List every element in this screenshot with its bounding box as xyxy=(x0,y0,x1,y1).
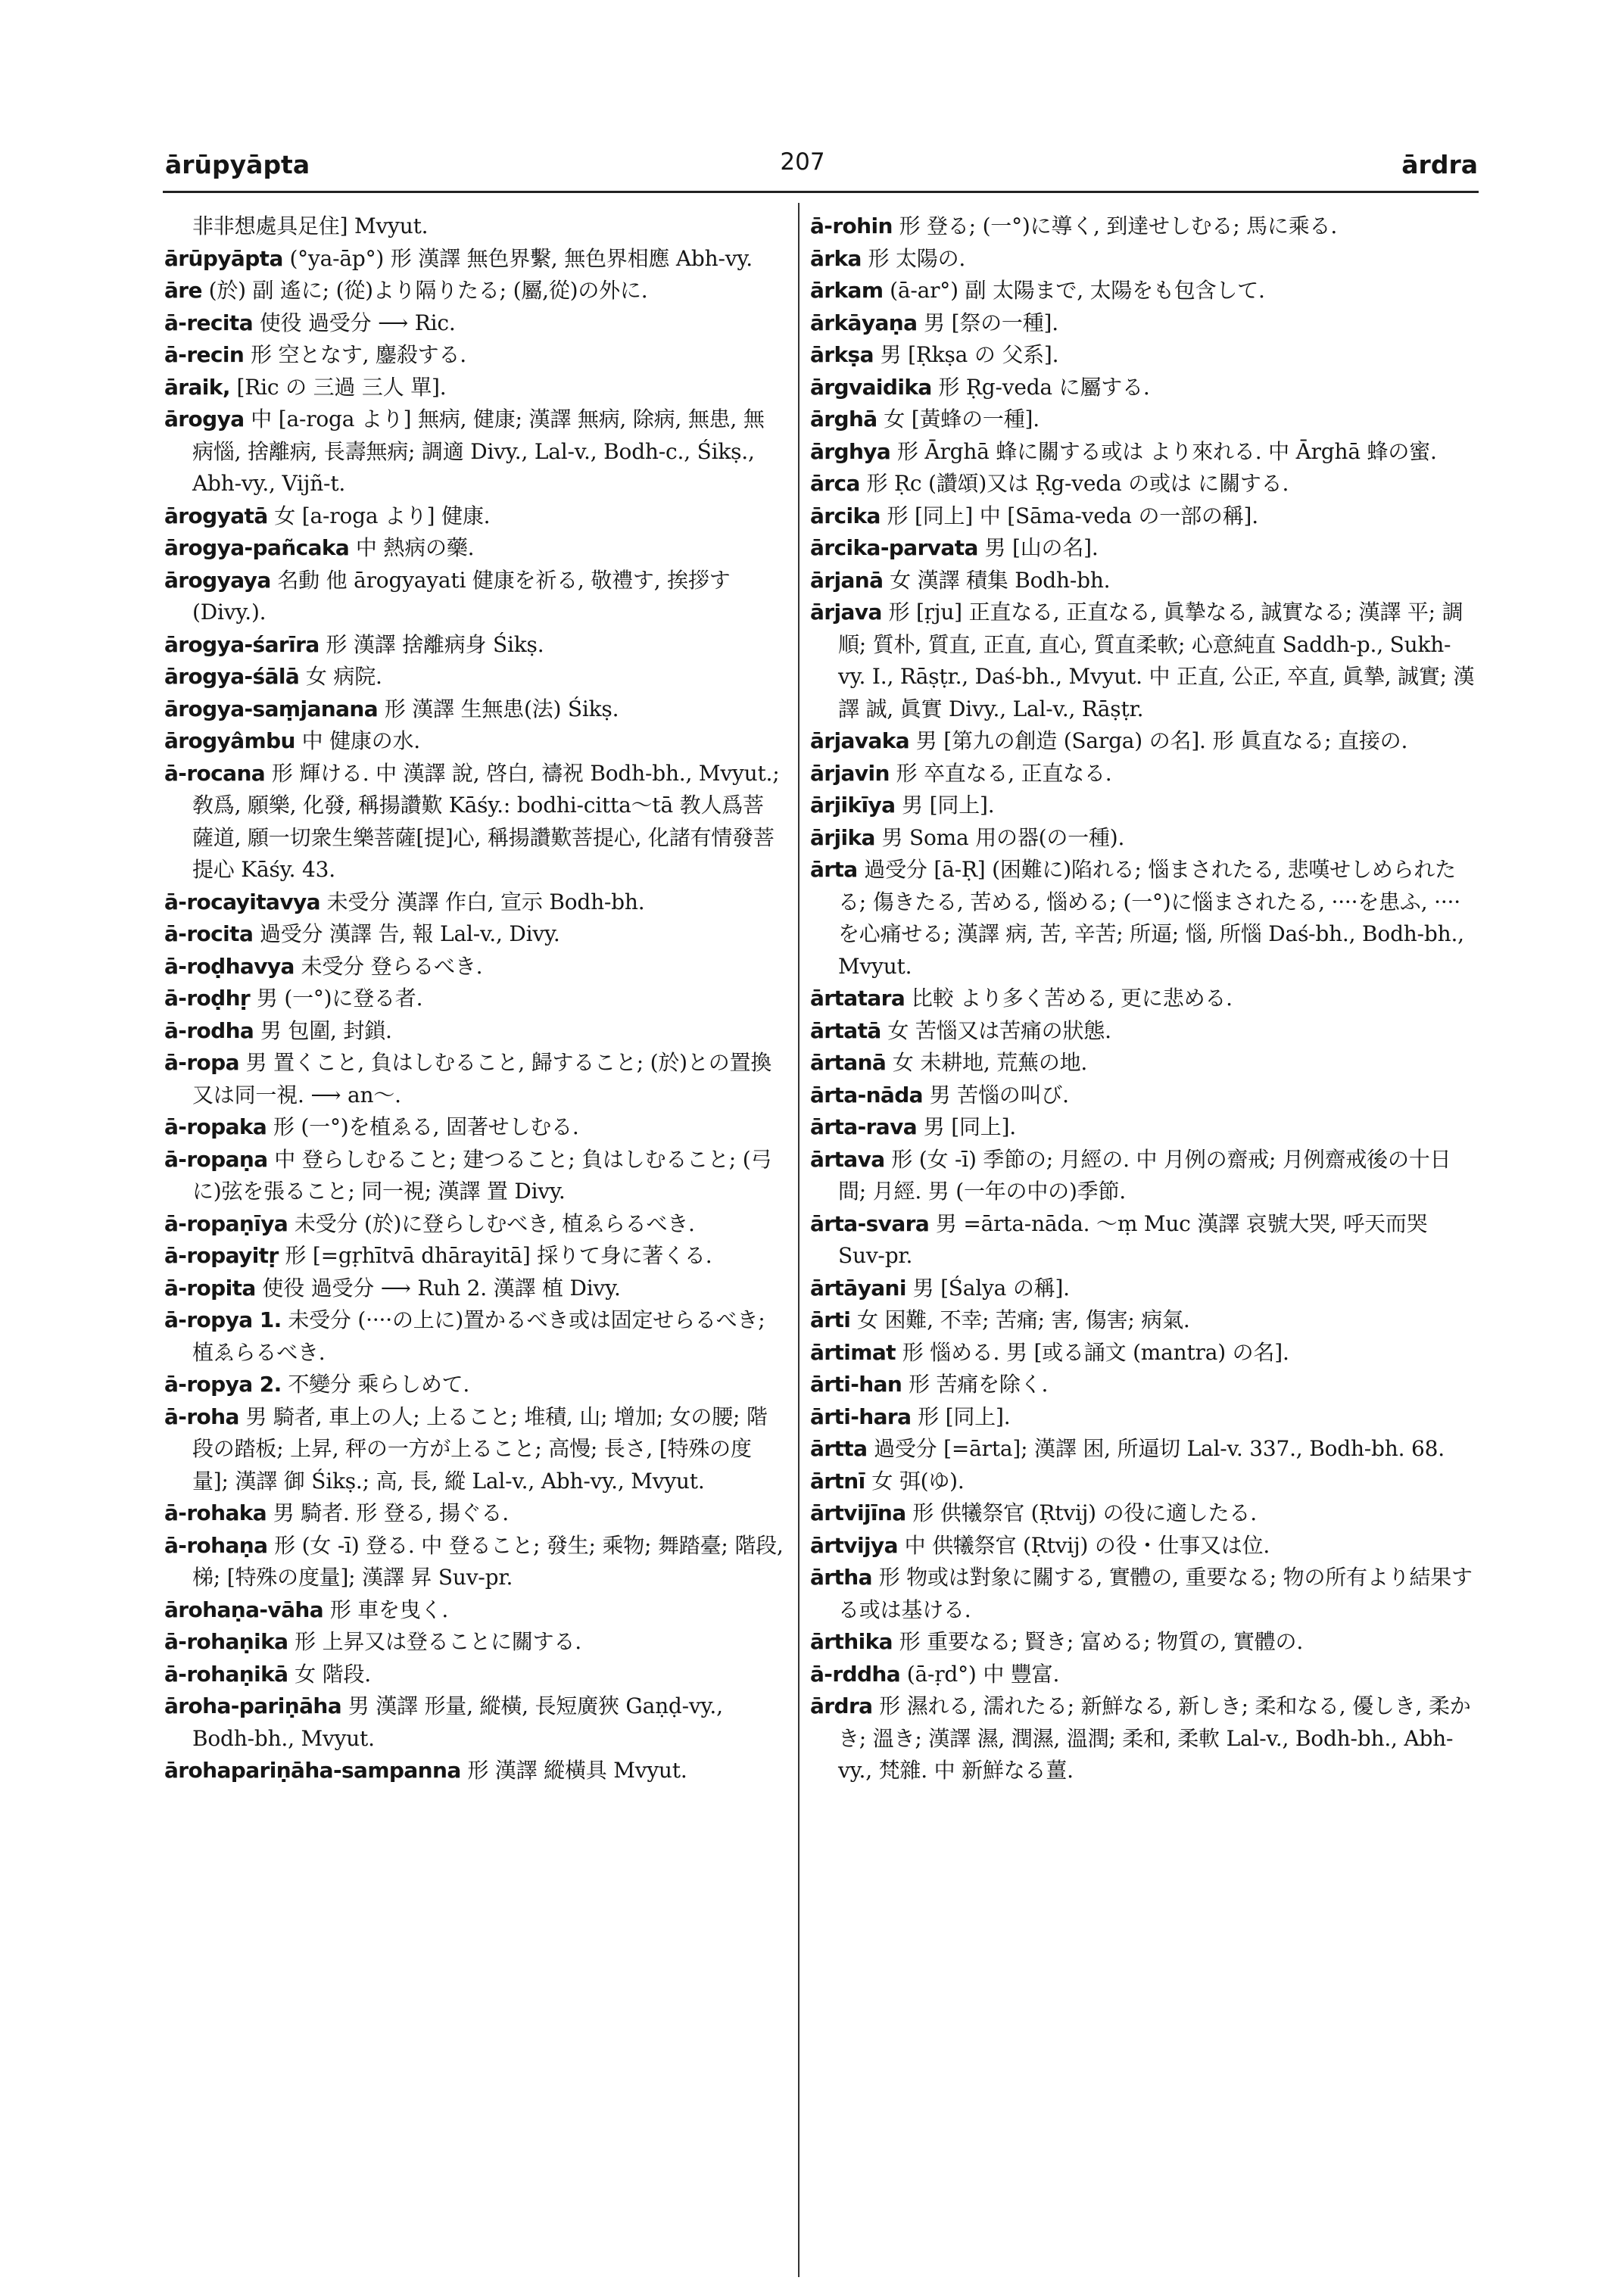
entry-definition: [Ric の 三過 三人 單]. xyxy=(229,374,447,400)
dictionary-entry xyxy=(810,1626,1476,1659)
dictionary-entry xyxy=(164,500,784,533)
dictionary-entry xyxy=(810,1497,1476,1530)
dictionary-entry xyxy=(810,725,1476,758)
entry-headword: ārtta xyxy=(810,1436,868,1461)
entry-headword: ārogya-śarīra xyxy=(164,631,320,657)
entry-definition: 形 漢譯 生無患(法) Śikṣ. xyxy=(378,696,619,721)
dictionary-entry xyxy=(164,307,784,340)
entry-headword: āre xyxy=(164,278,202,303)
entry-headword: ārogyatā xyxy=(164,503,268,528)
page-number: 207 xyxy=(780,148,825,176)
dictionary-entry xyxy=(810,565,1476,597)
entry-definition: 男 Soma 用の器(の一種). xyxy=(874,824,1125,850)
entry-headword: ārjanā xyxy=(810,567,884,593)
entry-headword: ā-roḍhṛ xyxy=(164,986,251,1011)
entry-definition: 男 [山の名]. xyxy=(977,535,1099,560)
dictionary-entry xyxy=(164,1626,784,1659)
entry-definition: 女 弭(ゆ). xyxy=(865,1468,965,1494)
dictionary-entry xyxy=(810,1466,1476,1498)
dictionary-entry xyxy=(164,951,784,983)
entry-headword: ā-ropaṇa xyxy=(164,1146,268,1172)
dictionary-entry xyxy=(810,1080,1476,1112)
dictionary-entry xyxy=(810,468,1476,500)
entry-headword: ārūpyāpta xyxy=(164,245,283,271)
entry-definition: 形 Ṛc (讚頌)又は Ṛg-veda の或は に關する. xyxy=(859,471,1289,496)
entry-definition: 過受分 [=ārta]; 漢譯 困, 所逼切 Lal-v. 337., Bodh-bh. 68. xyxy=(867,1436,1445,1461)
entry-definition: 女 漢譯 積集 Bodh-bh. xyxy=(883,567,1111,593)
entry-definition: 形 登る; (一°)に導く, 到達せしむる; 馬に乘る. xyxy=(892,213,1338,238)
entry-definition: 形 太陽の. xyxy=(861,245,966,271)
entry-headword: ārkam xyxy=(810,278,884,303)
entry-definition: 形 [同上] 中 [Sāma-veda の一部の稱]. xyxy=(880,503,1258,528)
entry-headword: ārghya xyxy=(810,438,891,464)
entry-headword: ārti xyxy=(810,1307,851,1332)
dictionary-entry xyxy=(164,1594,784,1627)
entry-headword: ārjikīya xyxy=(810,793,896,818)
header-left-guide-word: ārūpyāpta xyxy=(165,150,310,179)
dictionary-entry xyxy=(164,1047,784,1111)
entry-definition: 形 (一°)を植ゑる, 固著せしむる. xyxy=(267,1114,579,1139)
dictionary-entry xyxy=(164,1208,784,1241)
dictionary-entry xyxy=(164,758,784,886)
entry-headword: ārta xyxy=(810,857,858,882)
entry-headword: ārtava xyxy=(810,1146,885,1172)
entry-headword: ārohapariṇāha-sampanna xyxy=(164,1758,461,1783)
dictionary-entry xyxy=(164,1273,784,1305)
entry-headword: ā-ropaka xyxy=(164,1114,267,1139)
entry-definition: 女 未耕地, 荒蕪の地. xyxy=(886,1050,1088,1075)
dictionary-entry xyxy=(164,661,784,693)
entry-headword: ārta-rava xyxy=(810,1114,918,1139)
dictionary-entry xyxy=(810,372,1476,404)
entry-headword: ā-rocana xyxy=(164,760,266,786)
dictionary-entry xyxy=(810,1273,1476,1305)
dictionary-entry xyxy=(810,1659,1476,1691)
entry-headword: ā-rohaka xyxy=(164,1500,267,1525)
entry-definition: 過受分 漢譯 告, 報 Lal-v., Divy. xyxy=(253,921,560,946)
dictionary-entry xyxy=(810,822,1476,855)
entry-headword: ārjavaka xyxy=(810,728,910,753)
dictionary-entry xyxy=(164,565,784,629)
entry-headword: ā-ropita xyxy=(164,1275,256,1301)
dictionary-entry xyxy=(810,436,1476,469)
dictionary-entry xyxy=(810,243,1476,276)
entry-headword: ārtāyani xyxy=(810,1275,906,1301)
header-right-guide-word: ārdra xyxy=(1401,150,1478,179)
entry-headword: ārkṣa xyxy=(810,342,874,367)
dictionary-entry xyxy=(164,1659,784,1691)
entry-definition: 男 [祭の一種]. xyxy=(917,310,1058,335)
dictionary-entry xyxy=(164,403,784,500)
entry-definition: 女 [a-roga より] 健康. xyxy=(267,503,491,528)
entry-definition: 男 (一°)に登る者. xyxy=(250,986,423,1011)
entry-headword: ārti-han xyxy=(810,1372,902,1397)
entry-definition: 過受分 [ā-Ṛ] (困難に)陷れる; 惱まされたる, 悲嘆せしめられたる; 傷きたる, 苦める, 惱める; (一°)に惱まされたる, ····を患ふ, ····を心痛せる; 漢譯 病, 苦, 辛苦; 所逼; 惱, 所惱 Daś-bh., Bodh-bh., Mvyut. xyxy=(838,857,1464,979)
entry-definition: 男 包圍, 封鎖. xyxy=(254,1017,392,1043)
entry-headword: ārdra xyxy=(810,1693,873,1718)
entry-definition: 使役 過受分 ⟶ Ruh 2. 漢譯 植 Divy. xyxy=(255,1275,621,1301)
dictionary-entry xyxy=(810,339,1476,372)
dictionary-entry xyxy=(810,532,1476,565)
entry-definition: 男 漢譯 形量, 縱橫, 長短廣狹 Gaṇḍ-vy., Bodh-bh., Mvyut. xyxy=(192,1693,723,1751)
dictionary-entry xyxy=(810,403,1476,436)
entry-headword: ārtatara xyxy=(810,986,906,1011)
entry-headword: ārca xyxy=(810,471,860,496)
entry-headword: ārogya-śālā xyxy=(164,664,300,689)
dictionary-entry xyxy=(164,1240,784,1273)
dictionary-entry xyxy=(810,1401,1476,1434)
dictionary-entry xyxy=(164,629,784,662)
entry-definition: 形 供犧祭官 (Ṛtvij) の役に適したる. xyxy=(906,1500,1257,1525)
entry-headword: ārti-hara xyxy=(810,1404,912,1429)
entry-definition: 女 病院. xyxy=(299,664,382,689)
entry-headword: ārta-nāda xyxy=(810,1082,923,1108)
dictionary-entry xyxy=(164,693,784,726)
entry-definition: 未受分 漢譯 作白, 宣示 Bodh-bh. xyxy=(320,889,645,914)
entry-definition: 形 惱める. 男 [或る誦文 (mantra) の名]. xyxy=(895,1339,1289,1365)
entry-definition: 男 [Ṛkṣa の 父系]. xyxy=(873,342,1059,367)
entry-definition: 未受分 登らるべき. xyxy=(294,953,483,979)
entry-headword: ārthika xyxy=(810,1629,893,1654)
entry-definition: 形 上昇又は登ることに關する. xyxy=(288,1629,581,1654)
entry-headword: ārgvaidika xyxy=(810,374,932,400)
entry-definition: 男 =ārta-nāda. 〜ṃ Muc 漢譯 哀號大哭, 呼天而哭 Suv-pr. xyxy=(838,1210,1428,1268)
entry-definition: 男 騎者, 車上の人; 上ること; 堆積, 山; 增加; 女の腰; 階段の踏板; 上昇, 秤の一方が上ること; 高慢; 長さ, [特殊の度量]; 漢譯 御 Śikṣ.; 高, 長, 縱 Lal-v., Abh-vy., Mvyut. xyxy=(192,1404,768,1494)
entry-definition: 中 熱病の藥. xyxy=(349,535,475,560)
entry-definition: 中 登らしむること; 建つること; 負はしむること; (弓に)弦を張ること; 同一視; 漢譯 置 Divy. xyxy=(192,1146,772,1204)
dictionary-entry xyxy=(810,1111,1476,1144)
dictionary-entry xyxy=(810,1530,1476,1562)
dictionary-entry xyxy=(164,1530,784,1594)
entry-headword: ā-rodha xyxy=(164,1017,254,1043)
dictionary-entry xyxy=(164,1401,784,1498)
entry-definition: 非非想處具足住] Mvyut. xyxy=(192,213,429,238)
entry-definition: 形 [=gṛhītvā dhārayitā] 採りて身に著くる. xyxy=(278,1243,712,1268)
entry-headword: ārjavin xyxy=(810,760,890,786)
entry-definition: 形 [ṛju] 正直なる, 正直なる, 眞摯なる, 誠實なる; 漢譯 平; 調順; 質朴, 質直, 正直, 直心, 質直柔軟; 心意純直 Saddh-p., Sukh-vy. I., Rāṣṭr., Daś-bh., Mvyut. 中 正直, 公正, 卒直, 眞摯, 誠實; 漢譯 誠, 眞實 Divy., Lal-v., Rāṣṭr. xyxy=(838,600,1475,721)
entry-headword: ā-ropayitṛ xyxy=(164,1243,279,1268)
entry-headword: ārogyaya xyxy=(164,567,271,593)
dictionary-entry xyxy=(810,1047,1476,1080)
entry-definition: 形 重要なる; 賢き; 富める; 物質の, 實體の. xyxy=(892,1629,1304,1654)
left-column xyxy=(164,210,784,2277)
entry-headword: ārohaṇa-vāha xyxy=(164,1597,323,1622)
column-divider xyxy=(798,203,800,2277)
entry-headword: ārtimat xyxy=(810,1339,896,1365)
entry-headword: ārogyâmbu xyxy=(164,728,295,753)
entry-headword: ā-rocayitavya xyxy=(164,889,320,914)
entry-headword: āroha-pariṇāha xyxy=(164,1693,341,1718)
entry-headword: ārcika xyxy=(810,503,881,528)
dictionary-entry xyxy=(810,1433,1476,1466)
dictionary-entry xyxy=(164,1144,784,1208)
entry-definition: 形 [同上]. xyxy=(911,1404,1011,1429)
entry-headword: ā-roha xyxy=(164,1404,239,1429)
dictionary-entry xyxy=(810,500,1476,533)
entry-definition: 形 漢譯 捨離病身 Śikṣ. xyxy=(319,631,544,657)
entry-definition: 男 苦惱の叫び. xyxy=(922,1082,1069,1108)
entry-definition: (ā-ar°) 副 太陽まで, 太陽をも包含して. xyxy=(883,278,1265,303)
entry-headword: ārkāyaṇa xyxy=(810,310,918,335)
entry-headword: ā-ropaṇīya xyxy=(164,1210,288,1236)
entry-headword: ārogya-saṃjanana xyxy=(164,696,379,721)
right-column xyxy=(810,210,1476,2277)
entry-headword: ārjika xyxy=(810,824,875,850)
dictionary-entry xyxy=(164,886,784,919)
entry-definition: 男 置くこと, 負はしむること, 歸すること; (於)との置換又は同一視. ⟶ an〜. xyxy=(192,1050,772,1108)
dictionary-entry xyxy=(810,210,1476,243)
entry-definition: 形 漢譯 縱橫具 Mvyut. xyxy=(460,1758,687,1783)
entry-headword: ārtatā xyxy=(810,1017,881,1043)
entry-definition: 形 (女 -ī) 季節の; 月經の. 中 月例の齋戒; 月例齋戒後の十日間; 月經. 男 (一年の中の)季節. xyxy=(838,1146,1451,1204)
entry-headword: ārtvijya xyxy=(810,1532,898,1558)
dictionary-entry xyxy=(164,243,784,276)
dictionary-entry xyxy=(810,1208,1476,1273)
entry-definition: 形 苦痛を除く. xyxy=(902,1372,1049,1397)
dictionary-entry xyxy=(164,918,784,951)
dictionary-entry xyxy=(810,758,1476,790)
dictionary-entry xyxy=(164,1015,784,1048)
dictionary-entry xyxy=(810,1562,1476,1626)
entry-headword: ā-recita xyxy=(164,310,253,335)
entry-definition: (°ya-āp°) 形 漢譯 無色界繫, 無色界相應 Abh-vy. xyxy=(282,245,753,271)
entry-definition: 男 [同上]. xyxy=(917,1114,1017,1139)
entry-headword: ā-rohaṇa xyxy=(164,1532,268,1558)
entry-definition: 未受分 (····の上に)置かるべき或は固定せらるべき; 植ゑらるべき. xyxy=(192,1307,765,1365)
entry-definition: 男 騎者. 形 登る, 揚ぐる. xyxy=(267,1500,509,1525)
entry-definition: 形 空となす, 鏖殺する. xyxy=(244,342,466,367)
entry-definition: (於) 副 遙に; (從)より隔りたる; (屬,從)の外に. xyxy=(201,278,648,303)
entry-headword: āraik, xyxy=(164,374,230,400)
entry-definition: 形 Ṛg-veda に屬する. xyxy=(931,374,1150,400)
entry-headword: ā-rohaṇika xyxy=(164,1629,288,1654)
entry-definition: 未受分 (於)に登らしむべき, 植ゑらるべき. xyxy=(288,1210,695,1236)
entry-headword: ā-ropya 1. xyxy=(164,1307,282,1332)
dictionary-entry xyxy=(810,1337,1476,1369)
entry-definition: 男 [Śalya の稱]. xyxy=(906,1275,1070,1301)
dictionary-entry xyxy=(164,1369,784,1401)
entry-definition: 男 [第九の創造 (Sarga) の名]. 形 眞直なる; 直接の. xyxy=(909,728,1408,753)
entry-definition: 女 [黃蜂の一種]. xyxy=(877,407,1040,431)
dictionary-entry xyxy=(810,1690,1476,1787)
dictionary-entry xyxy=(164,1497,784,1530)
entry-definition: 女 苦惱又は苦痛の狀態. xyxy=(881,1017,1111,1043)
dictionary-entry xyxy=(810,1304,1476,1337)
entry-definition: 中 [a-roga より] 無病, 健康; 漢譯 無病, 除病, 無患, 無病惱, 捨離病, 長壽無病; 調適 Divy., Lal-v., Bodh-c., Śikṣ., Abh-vy., Vijñ-t. xyxy=(192,407,765,496)
entry-headword: ā-rohin xyxy=(810,213,893,238)
entry-definition: 形 車を曳く. xyxy=(323,1597,449,1622)
entry-headword: ā-recin xyxy=(164,342,245,367)
entry-definition: (ā-ṛd°) 中 豐富. xyxy=(900,1661,1060,1687)
entry-definition: 形 輝ける. 中 漢譯 說, 啓白, 禱祝 Bodh-bh., Mvyut.; 敎爲, 願樂, 化發, 稱揚讚歎 Kāśy.: bodhi-citta〜tā 教人爲菩薩道, 願一切衆生樂菩薩[提]心, 稱揚讚歎菩提心, 化諸有情發菩提心 Kāśy. 43. xyxy=(192,760,780,882)
entry-definition: 形 (女 -ī) 登る. 中 登ること; 發生; 乘物; 舞踏臺; 階段, 梯; [特殊の度量]; 漢譯 昇 Suv-pr. xyxy=(192,1532,784,1590)
dictionary-entry xyxy=(164,725,784,758)
entry-headword: ārtvijīna xyxy=(810,1500,906,1525)
dictionary-entry xyxy=(164,1755,784,1787)
entry-definition: 不變分 乘らしめて. xyxy=(281,1372,470,1397)
entry-headword: ā-ropya 2. xyxy=(164,1372,282,1397)
entry-headword: ārogya xyxy=(164,407,245,431)
entry-headword: ā-rohaṇikā xyxy=(164,1661,288,1687)
entry-definition: 使役 過受分 ⟶ Ric. xyxy=(253,310,456,335)
dictionary-entry xyxy=(810,790,1476,822)
dictionary-entry xyxy=(810,1369,1476,1401)
entry-headword: ārcika-parvata xyxy=(810,535,978,560)
dictionary-entry xyxy=(810,275,1476,307)
dictionary-entry xyxy=(164,1690,784,1755)
entry-headword: ārka xyxy=(810,245,862,271)
dictionary-entry xyxy=(810,1015,1476,1048)
dictionary-entry xyxy=(810,597,1476,725)
entry-headword: ā-rocita xyxy=(164,921,254,946)
dictionary-entry xyxy=(164,339,784,372)
entry-definition: 男 [同上]. xyxy=(895,793,995,818)
entry-headword: ārtnī xyxy=(810,1468,865,1494)
entry-headword: ārogya-pañcaka xyxy=(164,535,350,560)
dictionary-entry xyxy=(164,983,784,1015)
entry-headword: ārtanā xyxy=(810,1050,887,1075)
entry-definition: 形 Ārghā 蜂に關する或は より來れる. 中 Ārghā 蜂の蜜. xyxy=(890,438,1437,464)
dictionary-entry xyxy=(164,275,784,307)
dictionary-entry xyxy=(164,1304,784,1369)
entry-definition: 中 健康の水. xyxy=(295,728,420,753)
dictionary-entry xyxy=(164,210,784,243)
dictionary-entry xyxy=(164,532,784,565)
dictionary-entry xyxy=(164,1111,784,1144)
entry-headword: ārghā xyxy=(810,407,877,431)
entry-headword: ārjava xyxy=(810,600,882,625)
entry-definition: 形 物或は對象に關する, 實體の, 重要なる; 物の所有より結果する或は基ける. xyxy=(838,1565,1473,1622)
dictionary-entry xyxy=(810,983,1476,1015)
entry-definition: 女 階段. xyxy=(288,1661,371,1687)
entry-definition: 形 濕れる, 濡れたる; 新鮮なる, 新しき; 柔和なる, 優しき, 柔かき; 溫き; 漢譯 濕, 潤濕, 溫潤; 柔和, 柔軟 Lal-v., Bodh-bh., Abh-vy., 梵雜. 中 新鮮なる薑. xyxy=(838,1693,1471,1783)
entry-headword: ā-rddha xyxy=(810,1661,901,1687)
dictionary-entry xyxy=(810,1144,1476,1208)
entry-headword: ārtha xyxy=(810,1565,872,1590)
entry-headword: ā-ropa xyxy=(164,1050,239,1075)
dictionary-entry xyxy=(810,307,1476,340)
dictionary-entry xyxy=(810,854,1476,983)
entry-headword: ā-roḍhavya xyxy=(164,953,295,979)
entry-definition: 中 供犧祭官 (Ṛtvij) の役・仕事又は位. xyxy=(897,1532,1270,1558)
entry-definition: 比較 より多く苦める, 更に悲める. xyxy=(905,986,1233,1011)
entry-definition: 女 困難, 不幸; 苦痛; 害, 傷害; 病氣. xyxy=(850,1307,1190,1332)
entry-definition: 形 卒直なる, 正直なる. xyxy=(889,760,1112,786)
header-rule xyxy=(163,191,1479,193)
entry-headword: ārta-svara xyxy=(810,1210,930,1236)
entry-definition: 名動 他 ārogyayati 健康を祈る, 敬禮す, 挨拶す (Divy.). xyxy=(192,567,731,625)
dictionary-entry xyxy=(164,372,784,404)
